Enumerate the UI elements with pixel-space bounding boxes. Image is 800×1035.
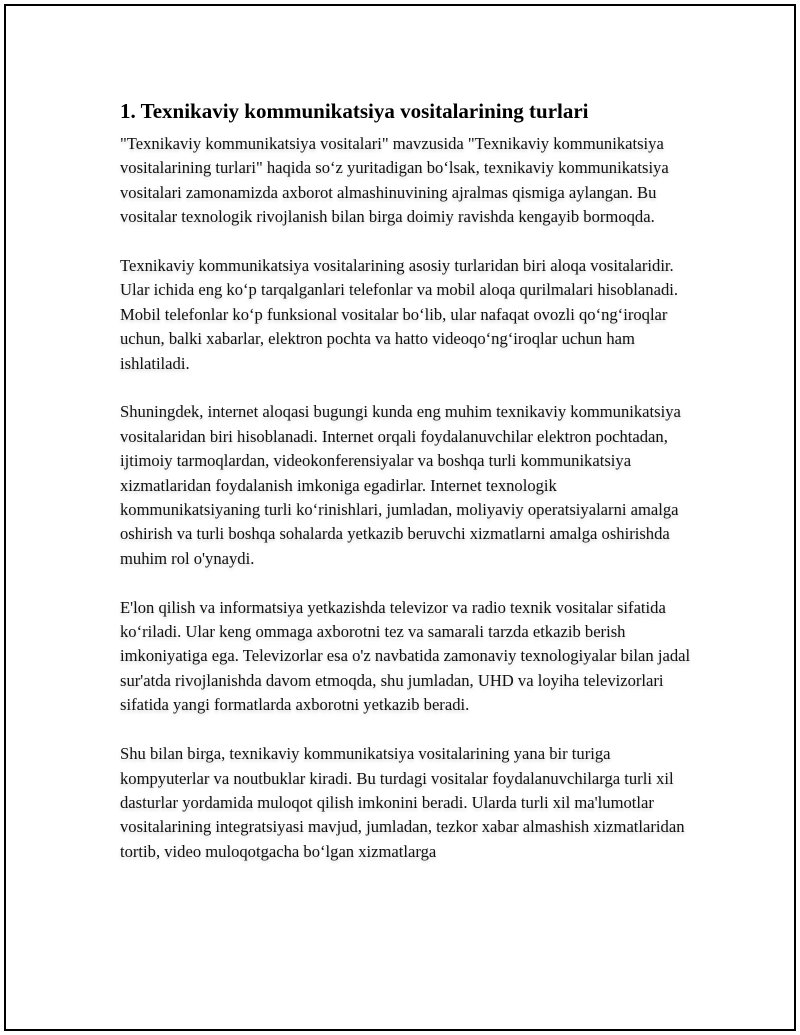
- paragraph-4: E'lon qilish va informatsiya yetkazishda televizor va radio texnik vositalar sifatida ko‘riladi. Ular keng ommaga axborotni tez va samarali tarzda etkazib berish imkoniyatiga ega. Televizorlar esa o'z navbatida zamonaviy texnologiyalar bilan jadal sur'atda rivojlanishda davom etmoqda, shu jumladan, UHD va loyiha televizorlari sifatida yangi formatlarda axborotni yetkazib beradi.: [120, 597, 691, 715]
- section-heading: 1. Texnikaviy kommunikatsiya vositalarining turlari: [120, 99, 589, 123]
- page-frame: [4, 4, 796, 1031]
- paragraph-3: Shuningdek, internet aloqasi bugungi kunda eng muhim texnikaviy kommunikatsiya vositalaridan biri hisoblanadi. Internet orqali foydalanuvchilar elektron pochtadan, ijtimoiy tarmoqlardan, videokonferensiyalar va boshqa turli kommunikatsiya xizmatlaridan foydalanish imkoniga egadirlar. Internet texnologik kommunikatsiyaning turli ko‘rinishlari, jumladan, moliyaviy operatsiyalarni amalga oshirish va turli boshqa sohalarda yetkazib beruvchi xizmatlarni amalga oshirishda muhim rol o'ynaydi.: [120, 402, 681, 568]
- paragraph-1: "Texnikaviy kommunikatsiya vositalari" mavzusida "Texnikaviy kommunikatsiya vositalarining turlari" haqida so‘z yuritadigan bo‘lsak, texnikaviy kommunikatsiya vositalari zamonamizda axborot almashinuvining ajralmas qismiga aylangan. Bu vositalar texnologik rivojlanish bilan birga doimiy ravishda kengayib bormoqda.: [120, 134, 669, 227]
- document-body: [120, 98, 694, 889]
- paragraph-5: Shu bilan birga, texnikaviy kommunikatsiya vositalarining yana bir turiga kompyuterlar va noutbuklar kiradi. Bu turdagi vositalar foydalanuvchilarga turli xil dasturlar yordamida muloqot qilish imkonini beradi. Ularda turli xil ma'lumotlar vositalarining integratsiyasi mavjud, jumladan, tezkor xabar almashish xizmatlaridan tortib, video muloqotgacha bo‘lgan xizmatlarga: [120, 744, 685, 861]
- paragraph-2: Texnikaviy kommunikatsiya vositalarining asosiy turlaridan biri aloqa vositalaridir. Ular ichida eng ko‘p tarqalganlari telefonlar va mobil aloqa qurilmalari hisoblanadi. Mobil telefonlar ko‘p funksional vositalar bo‘lib, ular nafaqat ovozli qo‘ng‘iroqlar uchun, balki xabarlar, elektron pochta va hatto videoqo‘ng‘iroqlar uchun ham ishlatiladi.: [120, 256, 678, 373]
